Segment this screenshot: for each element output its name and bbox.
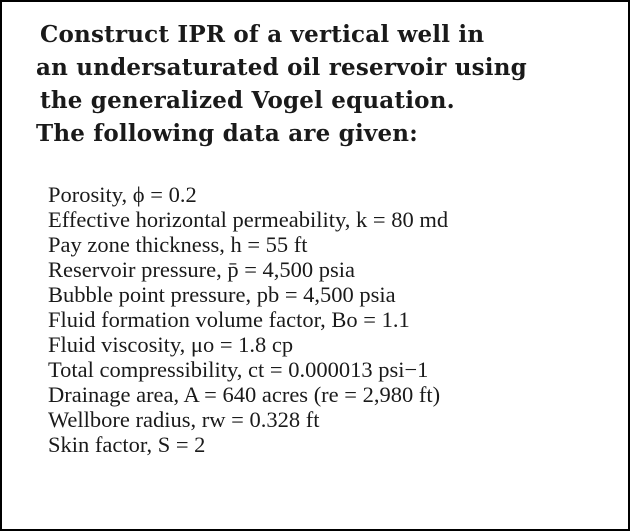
problem-heading: [36, 18, 600, 150]
heading-line-4: The following data are given:: [36, 120, 418, 147]
data-row-pay-zone-thickness: Pay zone thickness, h = 55 ft: [48, 232, 308, 257]
data-row-permeability: Effective horizontal permeability, k = 80 md: [48, 207, 449, 232]
data-row-porosity: Porosity, ϕ = 0.2: [48, 182, 197, 207]
data-row-skin-factor: Skin factor, S = 2: [48, 432, 206, 457]
given-data-list: [48, 182, 608, 457]
data-row-wellbore-radius: Wellbore radius, rw = 0.328 ft: [48, 407, 320, 432]
data-row-total-compressibility: Total compressibility, ct = 0.000013 psi−1: [48, 357, 429, 382]
data-row-reservoir-pressure: Reservoir pressure, p̄ = 4,500 psia: [48, 257, 356, 282]
heading-line-1: Construct IPR of a vertical well in: [40, 21, 485, 48]
data-row-drainage-area: Drainage area, A = 640 acres (re = 2,980 ft): [48, 382, 441, 407]
data-row-formation-volume-factor: Fluid formation volume factor, Bo = 1.1: [48, 307, 410, 332]
data-row-fluid-viscosity: Fluid viscosity, μo = 1.8 cp: [48, 332, 294, 357]
data-row-bubble-point-pressure: Bubble point pressure, pb = 4,500 psia: [48, 282, 396, 307]
heading-line-2: an undersaturated oil reservoir using: [36, 54, 527, 81]
heading-line-3: the generalized Vogel equation.: [40, 87, 455, 114]
